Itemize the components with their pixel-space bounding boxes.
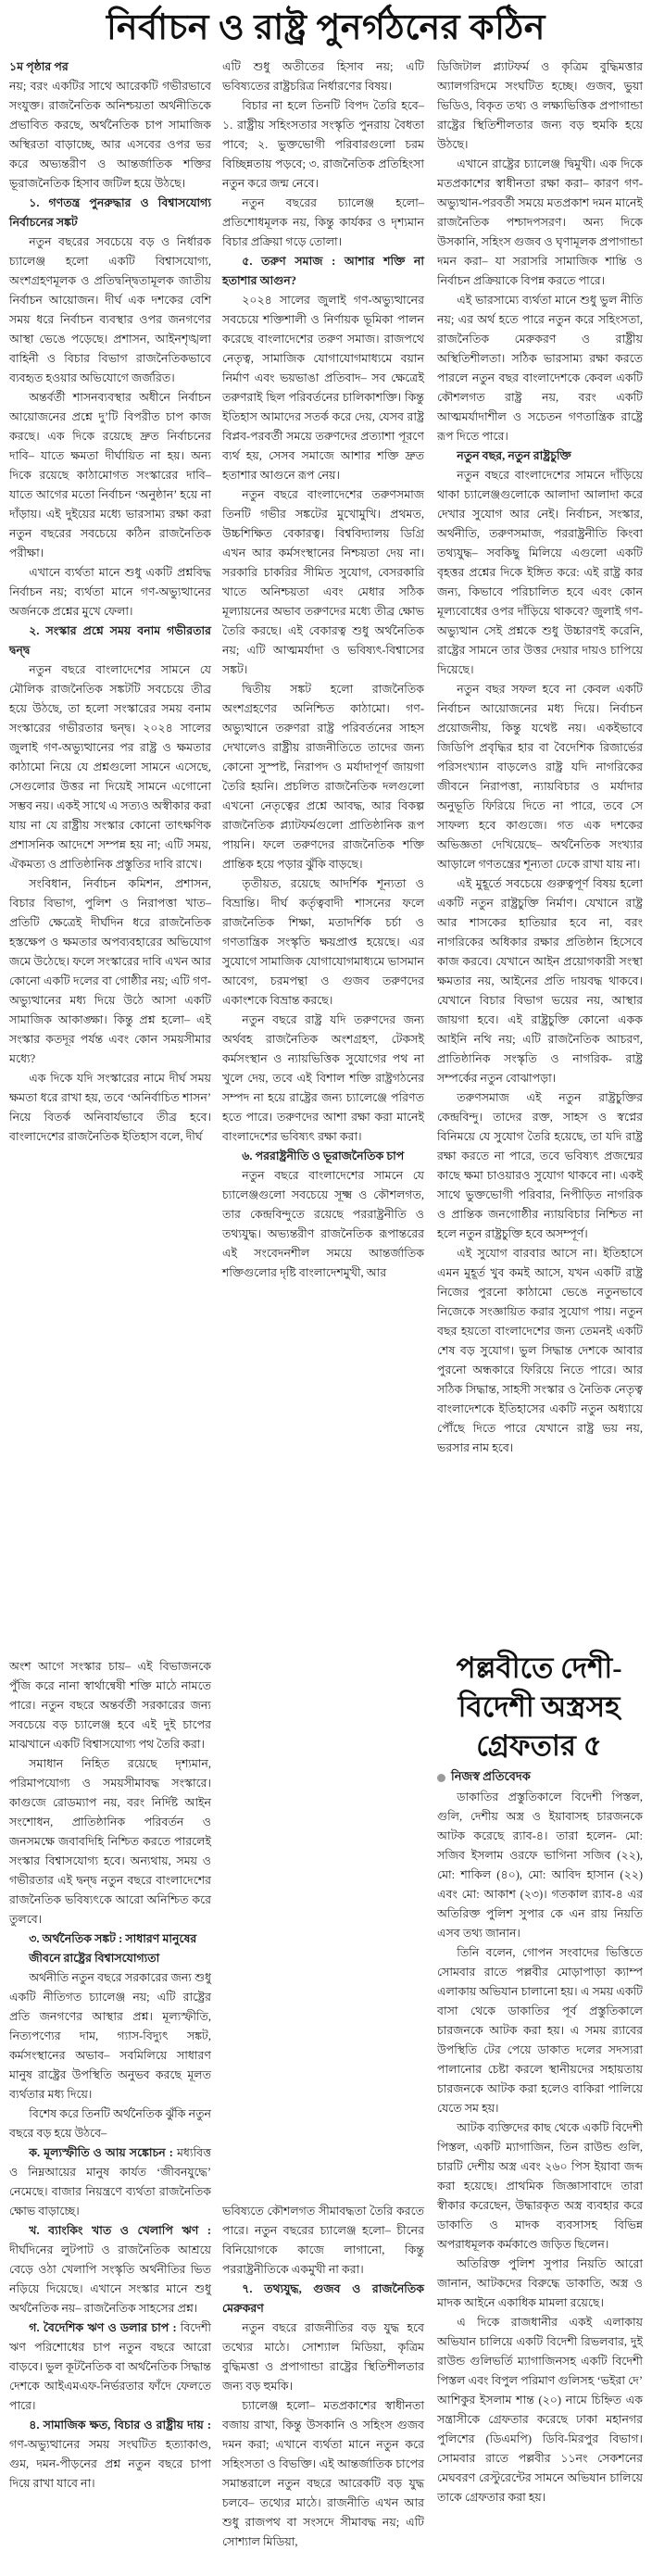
paragraph: চ্যালেঞ্জ হলো– মতপ্রকাশের স্বাধীনতা বজায় রাখা, কিন্তু উসকানি ও সহিংস গুজব দমন করা; এখানে ব্যর্থতা মানে নতুন করে সহিংসতা ও বিভক্তি। এই আন্তর্জাতিক চাপের সমান্তরালে নতুন বছরে আরেকটি বড় যুদ্ধ চলবে– তথ্যের মাঠে। রাজনীতি এখন আর শুধু রাজপথ বা সংসদে সীমাবদ্ধ নয়; এটি সোশ্যাল মিডিয়া, xyxy=(222,2399,424,2548)
bullet-dot-icon xyxy=(437,1774,445,1782)
article-column-2-bottom xyxy=(222,2202,424,2552)
paragraph: এ দিকে রাজধানীর একই এলাকায় অভিযান চালিয়ে একটি বিদেশী রিভলবার, দুই রাউন্ড গুলিভর্তি ম্যাগাজিনসহ একটি বিদেশী পিস্তল এবং বিপুল পরিমাণ গুলিসহ ‘ভইরা দে’ আশিকুর ইসলাম শান্ত (২০) নামে চিহ্নিত এক সন্ত্রাসীকে গ্রেফতার করেছে ঢাকা মহানগর পুলিশের (ডিএমপি) ডিবি-মিরপুর বিভাগ। সোমবার রাতে পল্লবীর ১১নং সেকশনের মেঘবরণ রেস্টুরেন্টের সামনে অভিযান চালিয়ে তাকে গ্রেফতার করা হয়। xyxy=(437,2316,643,2504)
byline-text: নিজস্ব প্রতিবেদক xyxy=(451,1769,531,1783)
story2 xyxy=(437,1643,643,2507)
section-heading: ৩. অর্থনৈতিক সঙ্কট : সাধারণ মানুষের xyxy=(29,1932,197,1945)
section-heading: ৬. পররাষ্ট্রনীতি ও ভূরাজনৈতিক চাপ xyxy=(242,1150,405,1162)
paragraph: তরুণসমাজ এই নতুন রাষ্ট্রচুক্তির কেন্দ্রবিন্দু। তাদের রক্ত, সাহস ও স্বপ্নের বিনিময়ে যে সুযোগ তৈরি হয়েছে, তা যদি রাষ্ট্র রক্ষা করতে না পারে, তবে ভবিষ্যৎ প্রজন্মের কাছে ক্ষমা চাওয়ারও সুযোগ থাকবে না। একই সাথে ভুক্তভোগী পরিবার, নিপীড়িত নাগরিক ও প্রান্তিক জনগোষ্ঠীর ন্যায়বিচার নিশ্চিত না হলে নতুন রাষ্ট্রচুক্তি হবে অসম্পূর্ণ। xyxy=(437,1091,643,1240)
paragraph: নতুন বছরে রাষ্ট্র যদি তরুণদের জন্য অর্থবহ রাজনৈতিক অংশগ্রহণ, টেকসই কর্মসংস্থান ও ন্যায়ভিত্তিক সুযোগের পথ না খুলে দেয়, তবে এই বিশাল শক্তি রাষ্ট্রগঠনের সম্পদ না হয়ে রাষ্ট্রের জন্য চ্যালেঞ্জে পরিণত হতে পারে। তরুণদের আশা রক্ষা করা মানেই বাংলাদেশের ভবিষ্যৎ রক্ষা করা। xyxy=(222,1013,424,1143)
paragraph: এক দিকে যদি সংস্কারের নামে দীর্ঘ সময় ক্ষমতা ধরে রাখা হয়, তবে ‘অনির্বাচিত শাসন’ নিয়ে বিতর্ক অনিবার্যভাবে তীব্র হবে। বাংলাদেশের রাজনৈতিক ইতিহাস বলে, দীর্ঘ xyxy=(9,1072,211,1143)
article-column-1-bottom xyxy=(9,1657,211,2494)
paragraph: ডাকাতির প্রস্তুতিকালে বিদেশী পিস্তল, গুলি, দেশীয় অস্ত্র ও ইয়াবাসহ চারজনকে আটক করেছে র‌্যাব-৪। তারা হলেন- মো: সজিব ইসলাম ওরফে ভাগিনা সজিব (২২), মো: শাকিল (৪০), মো: আবিদ হাসান (২২) এবং মো: আকাশ (২৩)। গতকাল র‌্যাব-৪ এর অতিরিক্ত পুলিশ সুপার কে এন রায় নিয়তি এসব তথ্য জানান। xyxy=(437,1791,643,1940)
paragraph: নতুন বছরে বাংলাদেশের তরুণসমাজ তিনটি গভীর সঙ্কটের মুখোমুখি। প্রথমত, উচ্চশিক্ষিত বেকারত্ব। বিশ্ববিদ্যালয় ডিগ্রি এখন আর কর্মসংস্থানের নিশ্চয়তা দেয় না। সরকারি চাকরির সীমিত সুযোগ, বেসরকারি খাতে অনিশ্চয়তা এবং মেধার সঠিক মূল্যায়নের অভাব তরুণদের মধ্যে তীব্র ক্ষোভ তৈরি করছে। এই বেকারত্ব শুধু অর্থনৈতিক নয়; এটি আত্মমর্যাদা ও ভবিষ্যৎ-বিশ্বাসের সঙ্কট। xyxy=(222,488,424,676)
section-heading: ২. সংস্কার প্রশ্নে সময় বনাম গভীরতার দ্বন্দ্ব xyxy=(9,624,211,657)
article-column-3-main xyxy=(437,57,643,1643)
paragraph: নতুন বছরে বাংলাদেশের সামনে যে চ্যালেঞ্জগুলো সবচেয়ে সূক্ষ্ম ও কৌশলগত, তার কেন্দ্রবিন্দুতে রয়েছে পররাষ্ট্রনীতি ও তথ্যযুদ্ধ। অভ্যন্তরীণ রাজনৈতিক রূপান্তরের এই সংবেদনশীল সময়ে আন্তর্জাতিক শক্তিগুলোর দৃষ্টি বাংলাদেশমুখী, আর xyxy=(222,1169,424,1279)
paragraph-text: বিদেশী ঋণ পরিশোধের চাপ নতুন বছরে আরো বাড়বে। ভুল কূটনৈতিক বা অর্থনৈতিক সিদ্ধান্ত দেশকে আইএমএফ-নির্ভরতার ফাঁদে ফেলতে পারে। xyxy=(9,2321,211,2412)
paragraph: ডিজিটাল প্ল্যাটফর্ম ও কৃত্রিম বুদ্ধিমত্তার অ্যালগরিদমে সংঘটিত হচ্ছে। গুজব, ভুয়া ভিডিও, বিকৃত তথ্য ও লক্ষ্যভিত্তিক প্রপাগান্ডা রাষ্ট্রের স্থিতিশীলতার জন্য বড় হুমকি হয়ে উঠছে। xyxy=(437,60,643,151)
article-columns xyxy=(0,52,652,2552)
paragraph: ২০২৪ সালের জুলাই গণ-অভ্যুত্থানের সবচেয়ে শক্তিশালী ও নির্ণায়ক ভূমিকা পালন করেছে বাংলাদেশের তরুণ সমাজ। রাজপথে নেতৃত্ব, সামাজিক যোগাযোগমাধ্যমে বয়ান নির্মাণ এবং ভয়ভাঙা প্রতিবাদ– সব ক্ষেত্রেই তরুণরাই ছিল পরিবর্তনের চালিকাশক্তি। কিন্তু ইতিহাস আমাদের সতর্ক করে দেয়, যেসব রাষ্ট্র বিপ্লব-পরবর্তী সময়ে তরুণদের প্রত্যাশা পূরণে ব্যর্থ হয়, সেসব সমাজে আশার শক্তি দ্রুত হতাশার আগুনে রূপ নেয়। xyxy=(222,294,424,482)
paragraph: নতুন বছরে রাজনীতির বড় যুদ্ধ হবে তথ্যের মাঠে। সোশ্যাল মিডিয়া, কৃত্রিম বুদ্ধিমত্তা ও প্রপাগান্ডা রাষ্ট্রের স্থিতিশীলতার জন্য বড় হুমকি। xyxy=(222,2321,424,2393)
paragraph: আটক ব্যক্তিদের কাছ থেকে একটি বিদেশী পিস্তল, একটি ম্যাগাজিন, তিন রাউন্ড গুলি, চারটি দেশীয় অস্ত্র এবং ২৬০ পিস ইয়াবা জব্দ করা হয়েছে। প্রাথমিক জিজ্ঞাসাবাদে তারা স্বীকার করেছেন, উদ্ধারকৃত অস্ত্র ব্যবহার করে ডাকাতি ও মাদক ব্যবসাসহ বিভিন্ন অপরাধমূলক কর্মকাণ্ডে জড়িত ছিলেন। xyxy=(437,2121,643,2251)
paragraph: অর্থনীতি নতুন বছরে সরকারের জন্য শুধু একটি নীতিগত চ্যালেঞ্জ নয়; এটি রাষ্ট্রের প্রতি জনগণের আস্থার প্রশ্ন। মূল্যস্ফীতি, নিত্যপণ্যের দাম, গ্যাস-বিদ্যুৎ সঙ্কট, কর্মসংস্থানের অভাব– সবমিলিয়ে সাধারণ মানুষ রাষ্ট্রের উপস্থিতি অনুভব করছে মূলত ব্যর্থতার মধ্য দিয়ে। xyxy=(9,1971,211,2101)
article-column-2-top xyxy=(222,57,424,2202)
paragraph-with-lead xyxy=(9,2416,211,2494)
paragraph: এখানে ব্যর্থতা মানে শুধু একটি প্রশ্নবিদ্ধ নির্বাচন নয়; ব্যর্থতা মানে গণ-অভ্যুত্থানের অর্জনকে প্রশ্নের মুখে ফেলা। xyxy=(9,566,211,618)
article-column-1 xyxy=(9,57,211,2494)
paragraph: সংবিধান, নির্বাচন কমিশন, প্রশাসন, বিচার বিভাগ, পুলিশ ও নিরাপত্তা খাত– প্রতিটি ক্ষেত্রেই দীর্ঘদিন ধরে রাজনৈতিক হস্তক্ষেপ ও ক্ষমতার অপব্যবহারের অভিযোগ জমে উঠেছে। ফলে সংস্কারের দাবি এখন আর কোনো একটি দলের বা গোষ্ঠীর নয়; এটি গণ-অভ্যুত্থানের মধ্য দিয়ে উঠে আসা একটি সামাজিক আকাঙ্ক্ষা। কিন্তু প্রশ্ন হলো– এই সংস্কার কতদূর পর্যন্ত এবং কোন সময়সীমার মধ্যে? xyxy=(9,877,211,1065)
paragraph: এই সুযোগ বারবার আসে না। ইতিহাসে এমন মুহূর্ত খুব কমই আসে, যখন একটি রাষ্ট্র নিজের পুরনো কাঠামো ভেঙে নতুনভাবে নিজেকে সংজ্ঞায়িত করার সুযোগ পায়। নতুন বছর হয়তো বাংলাদেশের জন্য তেমনই একটি শেষ বড় সুযোগ। ভুল সিদ্ধান্ত দেশকে আবার পুরনো অন্ধকারে ফিরিয়ে নিতে পারে। আর সঠিক সিদ্ধান্ত, সাহসী সংস্কার ও নৈতিক নেতৃত্ব বাংলাদেশকে ইতিহাসের একটি নতুন অধ্যায়ে পৌঁছে দিতে পারে যেখানে রাষ্ট্র ভয় নয়, ভরসার নাম হবে। xyxy=(437,1247,643,1454)
paragraph: নয়; বরং একটির সাথে আরেকটি গভীরভাবে সংযুক্ত। রাজনৈতিক অনিশ্চয়তা অর্থনীতিকে প্রভাবিত করছে, অর্থনৈতিক চাপ সামাজিক অস্থিরতা বাড়াচ্ছে, আর এসবের ওপর ভর করে অভ্যন্তরীণ ও আন্তর্জাতিক শক্তির ভূরাজনৈতিক হিসাব জটিল হয়ে উঠছে। xyxy=(9,80,211,190)
article-text-block xyxy=(9,1657,211,2494)
paragraph-text: দীর্ঘদিনের লুটপাট ও রাজনৈতিক আশ্রয়ে বেড়ে ওঠা খেলাপি সংস্কৃতি অর্থনীতির ভিত নড়িয়ে দিয়েছে। এখানে সংস্কার মানে শুধু অর্থনৈতিক নয়– রাজনৈতিক সাহসের প্রশ্ন। xyxy=(9,2243,211,2315)
paragraph-lead: গ. বৈদেশিক ঋণ ও ডলার চাপ : xyxy=(29,2321,177,2334)
paragraph-with-lead xyxy=(9,2221,211,2318)
story2-body xyxy=(437,1788,643,2507)
paragraph: সমাধান নিহিত রয়েছে দৃশ্যমান, পরিমাপযোগ্য ও সময়সীমাবদ্ধ সংস্কারে। কাগুজে রোডম্যাপ নয়, বরং নির্দিষ্ট আইন সংশোধন, প্রাতিষ্ঠানিক পরিবর্তন ও জনসমক্ষে জবাবদিহি নিশ্চিত করতে পারলেই সংস্কার বিশ্বাসযোগ্য হবে। অন্যথায়, সময় ও গভীরতার এই দ্বন্দ্ব নতুন বছরে বাংলাদেশের রাজনৈতিক ভবিষ্যৎকে আরো অনিশ্চিত করে তুলবে। xyxy=(9,1757,211,1926)
paragraph: এটি শুধু অতীতের হিসাব নয়; এটি ভবিষ্যতের রাষ্ট্রচরিত্র নির্ধারণের বিষয়। xyxy=(222,60,424,93)
paragraph: নতুন বছরে বাংলাদেশের সামনে দাঁড়িয়ে থাকা চ্যালেঞ্জগুলোকে আলাদা আলাদা করে দেখার সুযোগ আর নেই। নির্বাচন, সংস্কার, অর্থনীতি, তরুণসমাজ, পররাষ্ট্রনীতি কিংবা তথ্যযুদ্ধ– সবকিছু মিলিয়ে এগুলো একটি বৃহত্তর প্রশ্নের দিকে ইঙ্গিত করে: এই রাষ্ট্র কার জন্য, কিভাবে পরিচালিত হবে এবং কোন মূল্যবোধের ওপর দাঁড়িয়ে থাকবে? জুলাই গণ-অভ্যুত্থান সেই প্রশ্নকে শুধু উচ্চারণই করেনি, রাষ্ট্রের সামনে তার উত্তর দেয়ার দায়ও চাপিয়ে দিয়েছে। xyxy=(437,469,643,676)
paragraph: তিনি বলেন, গোপন সংবাদের ভিত্তিতে সোমবার রাতে পল্লবীর মোড়াপাড়া ক্যাম্প এলাকায় অভিযান চালানো হয়। এ সময় একটি বাসা থেকে ডাকাতির পূর্ব প্রস্তুতিকালে চারজনকে আটক করা হয়। এ সময় র‌্যাবের উপস্থিতি টের পেয়ে ডাকাত দলের সদস্যরা পালানোর চেষ্টা করলে স্থানীয়দের সহায়তায় চারজনকে আটক করা হলেও বাকিরা পালিয়ে যেতে সম হয়। xyxy=(437,1946,643,2115)
paragraph: অন্তর্বর্তী শাসনব্যবস্থার অধীনে নির্বাচন আয়োজনের প্রশ্নে দু’টি বিপরীত চাপ কাজ করছে। এক দিকে রয়েছে দ্রুত নির্বাচনের দাবি– যাতে ক্ষমতা দীর্ঘায়িত না হয়। অন্য দিকে রয়েছে কাঠামোগত সংস্কারের দাবি– যাতে আগের মতো নির্বাচন ‘অনুষ্ঠান’ হয়ে না দাঁড়ায়। এই দুইয়ের মধ্যে ভারসাম্য রক্ষা করা নতুন বছরের সবচেয়ে কঠিন রাজনৈতিক পরীক্ষা। xyxy=(9,391,211,559)
article-column-3 xyxy=(437,57,643,2507)
paragraph: এখানে রাষ্ট্রের চ্যালেঞ্জ দ্বিমুখী। এক দিকে মতপ্রকাশের স্বাধীনতা রক্ষা করা– কারণ গণ-অভ্যুত্থান-পরবর্তী সময়ে মতপ্রকাশ দমন মানেই রাজনৈতিক পশ্চাদপসরণ। অন্য দিকে উসকানি, সহিংস গুজব ও ঘৃণামূলক প্রপাগান্ডা দমন করা– যা সরাসরি সামাজিক শান্তি ও নির্বাচন প্রক্রিয়াকে বিপন্ন করতে পারে। xyxy=(437,157,643,287)
paragraph: দ্বিতীয় সঙ্কট হলো রাজনৈতিক অংশগ্রহণের অনিশ্চিত কাঠামো। গণ-অভ্যুত্থানে তরুণরা রাষ্ট্র পরিবর্তনের সাহস দেখালেও রাষ্ট্রীয় রাজনীতিতে তাদের জন্য কোনো সুস্পষ্ট, নিরাপদ ও মর্যাদাপূর্ণ জায়গা তৈরি হয়নি। প্রচলিত রাজনৈতিক দলগুলো এখনো নেতৃত্বের প্রশ্নে আবদ্ধ, আর বিকল্প রাজনৈতিক প্ল্যাটফর্মগুলো প্রাতিষ্ঠানিক রূপ পায়নি। ফলে তরুণদের রাজনৈতিক শক্তি প্রান্তিক হয়ে পড়ার ঝুঁকি বাড়ছে। xyxy=(222,683,424,871)
paragraph: নতুন বছর সফল হবে না কেবল একটি নির্বাচন আয়োজনের মধ্য দিয়ে। নির্বাচন প্রয়োজনীয়, কিন্তু যথেষ্ট নয়। একইভাবে জিডিপি প্রবৃদ্ধির হার বা বৈদেশিক রিজার্ভের পরিসংখ্যান বাড়লেও রাষ্ট্র যদি নাগরিকের জীবনে নিরাপত্তা, ন্যায়বিচার ও মর্যাদার অনুভূতি ফিরিয়ে দিতে না পারে, তবে সে সাফল্য হবে কাগুজে। গত এক দশকের অভিজ্ঞতা দেখিয়েছে– অর্থনৈতিক সংখ্যার আড়ালে গণতন্ত্রের শূন্যতা ঢেকে রাখা যায় না। xyxy=(437,683,643,871)
paragraph: এই মুহূর্তে সবচেয়ে গুরুত্বপূর্ণ বিষয় হলো একটি নতুন রাষ্ট্রচুক্তি নির্মাণ। যেখানে রাষ্ট্র আর শাসকের হাতিয়ার হবে না, বরং নাগরিকের অধিকার রক্ষার প্রতিষ্ঠান হিসেবে কাজ করবে। যেখানে আইন প্রয়োগকারী সংস্থা ক্ষমতার নয়, আইনের প্রতি দায়বদ্ধ থাকবে। যেখানে বিচার বিভাগ ভয়ের নয়, আস্থার জায়গা হবে। এই রাষ্ট্রচুক্তি কোনো একক আইনি নথি নয়; এটি রাজনৈতিক আচরণ, প্রাতিষ্ঠানিক সংস্কৃতি ও নাগরিক- রাষ্ট্র সম্পর্কের নতুন বোঝাপড়া। xyxy=(437,877,643,1085)
article-column-1-top xyxy=(9,57,211,1657)
article-text-block xyxy=(437,1788,643,2507)
continued-from-label: ১ম পৃষ্ঠার পর xyxy=(9,60,69,73)
paragraph: বিচার না হলে তিনটি বিপদ তৈরি হবে– ১. রাষ্ট্রীয় সহিংসতার সংস্কৃতি পুনরায় বৈধতা পাবে; ২. ভুক্তভোগী পরিবারগুলো চরম বিচ্ছিন্নতায় পড়বে; ৩. রাজনৈতিক প্রতিহিংসা নতুন করে জন্ম নেবে। xyxy=(222,99,424,190)
paragraph: এই ভারসাম্যে ব্যর্থতা মানে শুধু ভুল নীতি নয়; এর অর্থ হতে পারে নতুন করে সহিংসতা, রাজনৈতিক মেরুকরণ ও রাষ্ট্রীয় অস্থিতিশীলতা। সঠিক ভারসাম্য রক্ষা করতে পারলে নতুন বছর বাংলাদেশকে কেবল একটি কৌশলগত রাষ্ট্র নয়, বরং একটি আত্মমর্যাদাশীল ও সচেতন গণতান্ত্রিক রাষ্ট্রে রূপ দিতে পারে। xyxy=(437,294,643,443)
page-headline: নির্বাচন ও রাষ্ট্র পুনর্গঠনের কঠিন xyxy=(106,8,545,47)
section-heading: নতুন বছর, নতুন রাষ্ট্রচুক্তি xyxy=(457,449,571,462)
article-text-block xyxy=(222,57,424,1283)
paragraph: তৃতীয়ত, রয়েছে আদর্শিক শূন্যতা ও বিভ্রান্তি। দীর্ঘ কর্তৃত্ববাদী শাসনের ফলে রাজনৈতিক শিক্ষা, মতাদর্শিক চর্চা ও গণতান্ত্রিক সংস্কৃতি ক্ষয়প্রাপ্ত হয়েছে। এর সুযোগে সামাজিক যোগাযোগমাধ্যমে ভাসমান আবেগ, চরমপন্থা ও গুজব তরুণদের একাংশকে বিভ্রান্ত করছে। xyxy=(222,877,424,1007)
paragraph-with-lead xyxy=(9,2143,211,2221)
story2-headline: পল্লবীতে দেশী-বিদেশী অস্ত্রসহ গ্রেফতার ৫ xyxy=(456,1652,622,1762)
section-heading: জীবনে রাষ্ট্রের বিশ্বাসযোগ্যতা xyxy=(29,1952,160,1965)
paragraph: অতিরিক্ত পুলিশ সুপার নিয়তি আরো জানান, আটকদের বিরুদ্ধে ডাকাতি, অস্ত্র ও মাদক আইনে একাধিক মামলা রয়েছে। xyxy=(437,2257,643,2309)
section-heading: ১. গণতন্ত্র পুনরুদ্ধার ও বিশ্বাসযোগ্য নির্বাচনের সঙ্কট xyxy=(9,196,211,229)
paragraph-text: গণ-অভ্যুত্থানের সময় সংঘটিত হত্যাকাণ্ড, গুম, দমন-পীড়নের প্রশ্ন নতুন বছরে চাপা দিয়ে রাখা যাবে না। xyxy=(9,2438,211,2490)
paragraph: নতুন বছরের সবচেয়ে বড় ও নির্ধারক চ্যালেঞ্জ হলো একটি বিশ্বাসযোগ্য, অংশগ্রহণমূলক ও প্রতিদ্বন্দ্বিতামূলক জাতীয় নির্বাচন আয়োজন। দীর্ঘ এক দশকের বেশি সময় ধরে নির্বাচন ব্যবস্থার ওপর জনগণের আস্থা ভেঙে পড়েছে। প্রশাসন, আইনশৃঙ্খলা বাহিনী ও বিচার বিভাগ রাজনৈতিকভাবে ব্যবহৃত হওয়ার অভিযোগে জর্জরিত। xyxy=(9,235,211,384)
paragraph: বিশেষ করে তিনটি অর্থনৈতিক ঝুঁকি নতুন বছরে বড় হয়ে উঠবে– xyxy=(9,2107,211,2140)
paragraph: নতুন বছরের চ্যালেঞ্জ হলো– প্রতিশোধমূলক নয়, কিন্তু কার্যকর ও দৃশ্যমান বিচার প্রক্রিয়া গড়ে তোলা। xyxy=(222,196,424,248)
article-text-block xyxy=(437,57,643,1458)
paragraph-lead: ক. মূল্যস্ফীতি ও আয় সঙ্কোচন : xyxy=(29,2146,173,2159)
section-heading: ৭. তথ্যযুদ্ধ, গুজব ও রাজনৈতিক মেরুকরণ xyxy=(222,2282,424,2315)
paragraph-with-lead xyxy=(9,2318,211,2416)
article-text-block xyxy=(9,77,211,1147)
story2-byline xyxy=(437,1767,643,1786)
paragraph: ভবিষ্যতে কৌশলগত সীমাবদ্ধতা তৈরি করতে পারে। নতুন বছরের চ্যালেঞ্জ হলো– চীনের বিনিয়োগকে কাজে লাগানো, কিন্তু পররাষ্ট্রনীতিকে একমুখী না করা। xyxy=(222,2205,424,2276)
paragraph: অংশ আগে সংস্কার চায়– এই বিভাজনকে পুঁজি করে নানা স্বার্থান্বেষী শক্তি মাঠে নামতে পারে। নতুন বছরে অন্তর্বর্তী সরকারের জন্য সবচেয়ে বড় চ্যালেঞ্জ হবে এই দুই চাপের মাঝখানে একটি বিশ্বাসযোগ্য পথ তৈরি করা। xyxy=(9,1660,211,1751)
paragraph: নতুন বছরে বাংলাদেশের সামনে যে মৌলিক রাজনৈতিক সঙ্কটটি সবচেয়ে তীব্র হয়ে উঠছে, তা হলো সংস্কারের সময় বনাম সংস্কারের গভীরতার দ্বন্দ্ব। ২০২৪ সালের জুলাই গণ-অভ্যুত্থানের পর রাষ্ট্র ও ক্ষমতার কাঠামো নিয়ে যে প্রশ্নগুলো সামনে এসেছে, সেগুলোর উত্তর না দিয়েই সামনে এগোনো সম্ভব নয়। একই সাথে এ সত্যও অস্বীকার করা যায় না যে রাষ্ট্রীয় সংস্কার কোনো তাৎক্ষণিক প্রশাসনিক আদেশে সম্পন্ন হয় না; এটি সময়, ঐকমত্য ও প্রাতিষ্ঠানিক প্রস্তুতির দাবি রাখে। xyxy=(9,663,211,871)
article-column-2 xyxy=(222,57,424,2552)
article-text-block xyxy=(222,2202,424,2552)
paragraph-lead: ৪. সামাজিক ক্ষত, বিচার ও রাষ্ট্রীয় দায় : xyxy=(29,2419,211,2431)
section-heading: ৫. তরুণ সমাজ : আশার শক্তি না হতাশার আগুন? xyxy=(222,255,424,287)
paragraph-text: মধ্যবিত্ত ও নিম্নআয়ের মানুষ কার্যত ‘জীবনযুদ্ধে’ নেমেছে। বাজার নিয়ন্ত্রণে ব্যর্থতা রাজনৈতিক ক্ষোভ বাড়াচ্ছে। xyxy=(9,2146,212,2218)
paragraph-lead: খ. ব্যাংকিং খাত ও খেলাপি ঋণ : xyxy=(29,2224,211,2237)
